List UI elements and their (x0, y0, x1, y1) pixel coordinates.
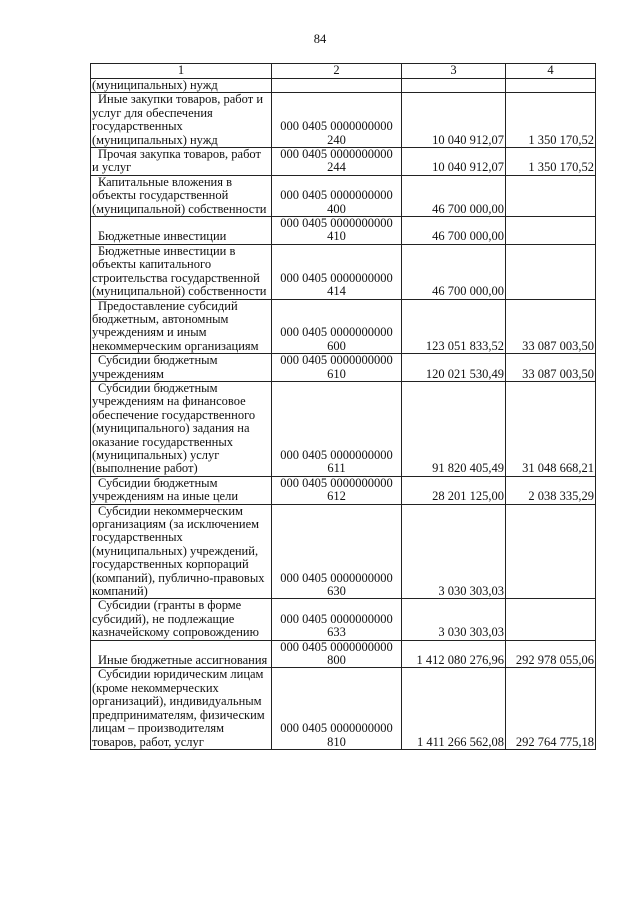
expense-name-text: Субсидии бюджетным (98, 353, 218, 368)
expense-name-line (92, 189, 270, 202)
expense-name-line (92, 409, 270, 422)
expense-name-text: Иные закупки товаров, работ и (98, 92, 264, 107)
amount-col-4: 33 087 003,50 (506, 354, 596, 382)
table-row (91, 476, 596, 504)
expense-name-text: услуг для обеспечения (92, 105, 213, 120)
header-col-2: 2 (272, 64, 402, 79)
expense-name-line (92, 382, 270, 395)
expense-name-text: Иные бюджетные ассигнования (98, 653, 268, 668)
expense-name-text: обеспечение государственного (92, 407, 256, 422)
expense-name-line (92, 668, 270, 681)
budget-code-line: 000 0405 0000000000 (280, 188, 393, 203)
expense-name-text: (муниципальных) услуг (92, 447, 220, 462)
budget-code-line: 612 (327, 489, 346, 504)
expense-name-text: лицам – производителям (92, 721, 225, 736)
budget-code-line: 000 0405 0000000000 (280, 476, 393, 490)
expense-name-line (92, 326, 270, 339)
budget-code (272, 640, 402, 668)
amount-col-3: 120 021 530,49 (402, 354, 506, 382)
expense-name-text: Бюджетные инвестиции в (98, 244, 236, 258)
expense-name-line (92, 300, 270, 313)
expense-name (91, 354, 272, 382)
expense-name-text: (выполнение работ) (92, 461, 198, 476)
expense-name-text: и услуг (92, 160, 132, 175)
amount-col-3: 123 051 833,52 (402, 299, 506, 354)
expense-name-text: некоммерческим организациям (92, 338, 259, 353)
budget-code (272, 175, 402, 216)
amount-col-4 (506, 79, 596, 93)
expense-name-text: (муниципального) задания на (92, 421, 250, 436)
table-row (91, 79, 596, 93)
expense-name-text: Капитальные вложения в (98, 175, 232, 189)
expense-name-text: субсидий), не подлежащие (92, 611, 235, 626)
amount-col-4 (506, 175, 596, 216)
amount-col-4: 31 048 668,21 (506, 381, 596, 476)
expense-name-text: оказание государственных (92, 434, 234, 449)
header-col-3: 3 (402, 64, 506, 79)
expense-name-text: Субсидии (гранты в форме (98, 598, 242, 613)
expense-name-line (92, 368, 270, 381)
budget-code-line: 810 (327, 734, 346, 749)
expense-name (91, 148, 272, 176)
budget-code-line: 400 (327, 201, 346, 216)
expense-name-text: учреждениям и иным (92, 325, 207, 340)
amount-col-4: 1 350 170,52 (506, 93, 596, 148)
expense-name-text: (муниципальной) собственности (92, 284, 267, 299)
expense-name (91, 79, 272, 93)
amount-col-3: 91 820 405,49 (402, 381, 506, 476)
budget-code (272, 354, 402, 382)
expense-name-line (92, 545, 270, 558)
expense-name-line (92, 245, 270, 258)
expense-name-text: Бюджетные инвестиции (98, 229, 227, 244)
expense-name-text: предпринимателям, физическим (92, 707, 265, 722)
expense-name-line (92, 79, 270, 92)
expense-name-text: бюджетным, автономным (92, 311, 229, 326)
table-row (91, 244, 596, 299)
amount-col-3: 3 030 303,03 (402, 599, 506, 640)
budget-code-line: 000 0405 0000000000 (280, 611, 393, 626)
expense-name-text: объекты капитального (92, 257, 212, 272)
expense-name-line (92, 654, 270, 667)
expense-name (91, 504, 272, 599)
expense-name-text: государственных (92, 530, 183, 545)
expense-name-line (92, 285, 270, 298)
expense-name-line (92, 449, 270, 462)
budget-code-line: 414 (327, 284, 346, 299)
budget-code-line: 000 0405 0000000000 (280, 119, 393, 134)
table-row (91, 640, 596, 668)
expense-name-line (92, 258, 270, 271)
expense-name-line (92, 709, 270, 722)
expense-name-line (92, 230, 270, 243)
expense-name (91, 175, 272, 216)
expense-name-line (92, 313, 270, 326)
amount-col-4: 292 764 775,18 (506, 668, 596, 749)
budget-code-line: 600 (327, 338, 346, 353)
expense-name-line (92, 161, 270, 174)
budget-code-line: 633 (327, 625, 346, 640)
amount-col-3: 3 030 303,03 (402, 504, 506, 599)
expense-name (91, 668, 272, 749)
expense-name (91, 599, 272, 640)
expense-name-line (92, 695, 270, 708)
amount-col-4 (506, 244, 596, 299)
expense-name-line (92, 354, 270, 367)
table-row (91, 93, 596, 148)
header-col-4: 4 (506, 64, 596, 79)
expense-name-text: (муниципальных) нужд (92, 132, 218, 147)
table-row (91, 599, 596, 640)
table-body (91, 79, 596, 750)
amount-col-4 (506, 217, 596, 245)
amount-col-3: 46 700 000,00 (402, 244, 506, 299)
amount-col-4: 2 038 335,29 (506, 476, 596, 504)
budget-code-line: 800 (327, 653, 346, 668)
expense-name-text: компаний) (92, 584, 148, 599)
table-row (91, 504, 596, 599)
amount-col-3: 10 040 912,07 (402, 93, 506, 148)
expense-name-line (92, 395, 270, 408)
expense-name-line (92, 462, 270, 475)
budget-code (272, 668, 402, 749)
expense-name (91, 217, 272, 245)
budget-code-line: 410 (327, 229, 346, 244)
budget-code-line: 000 0405 0000000000 (280, 216, 393, 231)
expense-name (91, 93, 272, 148)
budget-code (272, 299, 402, 354)
amount-col-3: 46 700 000,00 (402, 217, 506, 245)
expense-name-text: Субсидии бюджетным (98, 381, 218, 395)
amount-col-3: 1 412 080 276,96 (402, 640, 506, 668)
expense-name-text: Субсидии юридическим лицам (98, 667, 264, 682)
expense-name-text: казначейскому сопровождению (92, 625, 259, 640)
expense-name-line (92, 272, 270, 285)
budget-code (272, 244, 402, 299)
amount-col-3: 28 201 125,00 (402, 476, 506, 504)
expense-name (91, 640, 272, 668)
expense-name-line (92, 176, 270, 189)
expense-name-line (92, 120, 270, 133)
table-row (91, 217, 596, 245)
amount-col-4: 1 350 170,52 (506, 148, 596, 176)
expense-name-text: Субсидии бюджетным (98, 476, 218, 490)
amount-col-3: 46 700 000,00 (402, 175, 506, 216)
expense-name-line (92, 107, 270, 120)
amount-col-4 (506, 599, 596, 640)
amount-col-4 (506, 504, 596, 599)
header-col-1: 1 (91, 64, 272, 79)
expense-name-line (92, 736, 270, 749)
budget-code (272, 93, 402, 148)
expense-name-line (92, 558, 270, 571)
expense-name-line (92, 490, 270, 503)
expense-name-line (92, 422, 270, 435)
budget-code (272, 79, 402, 93)
expense-name-line (92, 585, 270, 598)
expense-name-text: Прочая закупка товаров, работ (98, 147, 261, 162)
budget-code (272, 476, 402, 504)
table-row (91, 354, 596, 382)
amount-col-4: 33 087 003,50 (506, 299, 596, 354)
expense-name-text: (кроме некоммерческих (92, 680, 219, 695)
amount-col-3: 10 040 912,07 (402, 148, 506, 176)
expense-name-line (92, 518, 270, 531)
expense-name-text: государственных корпораций (92, 557, 249, 572)
budget-code-line: 240 (327, 132, 346, 147)
budget-code (272, 599, 402, 640)
expense-name-text: организаций), индивидуальным (92, 694, 262, 709)
budget-code (272, 381, 402, 476)
budget-code (272, 217, 402, 245)
budget-code-line: 630 (327, 584, 346, 599)
expense-name-line (92, 340, 270, 353)
budget-table (90, 63, 596, 750)
table-row (91, 381, 596, 476)
table-row (91, 148, 596, 176)
expense-name-text: государственных (92, 119, 183, 134)
budget-code-line: 000 0405 0000000000 (280, 147, 393, 162)
expense-name-line (92, 436, 270, 449)
expense-name-line (92, 148, 270, 161)
expense-name-line (92, 505, 270, 518)
amount-col-3 (402, 79, 506, 93)
table-row (91, 299, 596, 354)
expense-name (91, 381, 272, 476)
header-row (91, 64, 596, 79)
budget-code (272, 504, 402, 599)
expense-name-line (92, 599, 270, 612)
expense-name-line (92, 682, 270, 695)
expense-name-text: (компаний), публично-правовых (92, 570, 265, 585)
expense-name-text: строительства государственной (92, 270, 260, 285)
expense-name-text: Предоставление субсидий (98, 299, 238, 313)
expense-name-line (92, 572, 270, 585)
expense-name-text: учреждениям (92, 366, 164, 381)
expense-name (91, 244, 272, 299)
expense-name (91, 476, 272, 504)
expense-name-line (92, 477, 270, 490)
expense-name-text: (муниципальных) учреждений, (92, 543, 259, 558)
budget-code-line: 611 (327, 461, 346, 476)
expense-name-line (92, 203, 270, 216)
expense-name-line (92, 626, 270, 639)
budget-code-line: 000 0405 0000000000 (280, 353, 393, 368)
budget-code-line: 610 (327, 366, 346, 381)
expense-name-text: (муниципальной) собственности (92, 201, 267, 216)
budget-code-line: 000 0405 0000000000 (280, 325, 393, 340)
budget-code-line: 000 0405 0000000000 (280, 570, 393, 585)
budget-code (272, 148, 402, 176)
expense-name-line (92, 531, 270, 544)
page-number: 84 (313, 32, 327, 46)
expense-name-text: учреждениям на финансовое (92, 394, 246, 409)
amount-col-3: 1 411 266 562,08 (402, 668, 506, 749)
expense-name-line (92, 722, 270, 735)
expense-name-text: Субсидии некоммерческим (98, 504, 243, 518)
table-row (91, 668, 596, 749)
expense-name-text: (муниципальных) нужд (92, 78, 218, 92)
table-row (91, 175, 596, 216)
budget-code-line: 000 0405 0000000000 (280, 447, 393, 462)
expense-name-text: организациям (за исключением (92, 517, 260, 531)
budget-code-line: 244 (327, 160, 346, 175)
amount-col-4: 292 978 055,06 (506, 640, 596, 668)
expense-name-text: объекты государственной (92, 188, 229, 203)
budget-code-line: 000 0405 0000000000 (280, 270, 393, 285)
expense-name-line (92, 134, 270, 147)
expense-name-text: товаров, работ, услуг (92, 734, 204, 749)
expense-name-line (92, 93, 270, 106)
budget-code-line: 000 0405 0000000000 (280, 640, 393, 654)
budget-code-line: 000 0405 0000000000 (280, 721, 393, 736)
expense-name (91, 299, 272, 354)
expense-name-text: учреждениям на иные цели (92, 489, 239, 504)
expense-name-line (92, 613, 270, 626)
